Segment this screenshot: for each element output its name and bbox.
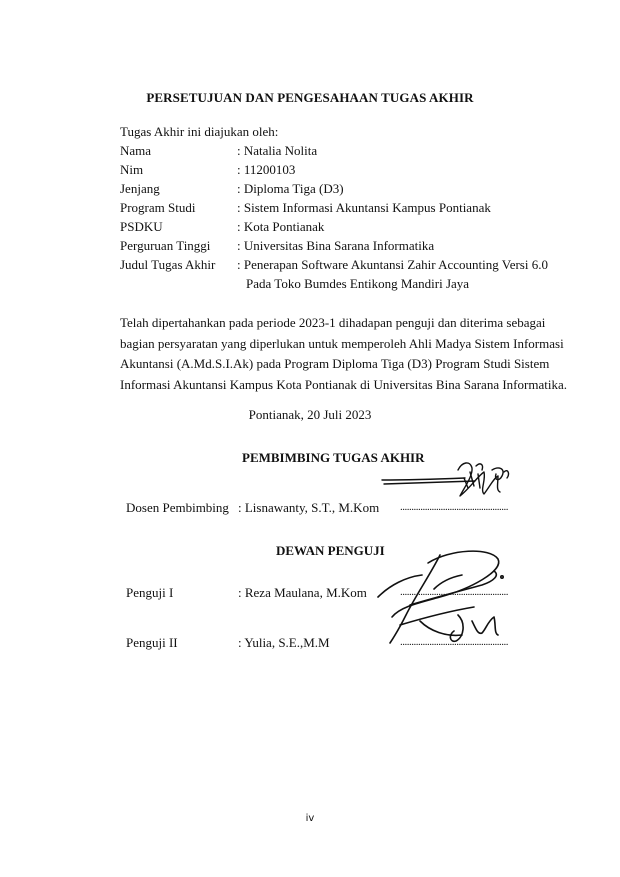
field-value-nim: : 11200103 — [237, 162, 296, 177]
supervisor-heading: PEMBIMBING TUGAS AKHIR — [242, 450, 425, 465]
examiner-2-label: Penguji II — [126, 635, 178, 650]
intro-text: Tugas Akhir ini diajukan oleh: — [120, 124, 279, 139]
paragraph-line: Telah dipertahankan pada periode 2023-1 dihadapan penguji dan diterima sebagai — [120, 315, 546, 330]
field-value-nama: : Natalia Nolita — [237, 143, 318, 158]
field-value-judul: : Penerapan Software Akuntansi Zahir Accounting Versi 6.0 — [237, 257, 548, 272]
examiner-1-signature-line: ................................................ — [400, 586, 508, 598]
paragraph-line: Akuntansi (A.Md.S.I.Ak) pada Program Diploma Tiga (D3) Program Studi Sistem — [120, 356, 550, 371]
examiner-2-signature-line: ................................................ — [400, 636, 508, 648]
paragraph-line: Informasi Akuntansi Kampus Kota Pontianak di Universitas Bina Sarana Informatika. — [120, 376, 567, 392]
page-number: iv — [305, 813, 315, 824]
field-value-judul-continuation: Pada Toko Bumdes Entikong Mandiri Jaya — [246, 276, 470, 291]
examiner-1-label: Penguji I — [126, 585, 174, 600]
place-date: Pontianak, 20 Juli 2023 — [248, 407, 372, 422]
field-label-judul: Judul Tugas Akhir — [120, 257, 216, 272]
document-title: PERSETUJUAN DAN PENGESAHAAN TUGAS AKHIR — [146, 90, 474, 105]
field-value-jenjang: : Diploma Tiga (D3) — [237, 181, 344, 196]
field-label-program-studi: Program Studi — [120, 200, 196, 215]
field-label-nama: Nama — [120, 143, 152, 158]
supervisor-label: Dosen Pembimbing — [126, 500, 229, 515]
field-label-perguruan-tinggi: Perguruan Tinggi — [120, 238, 211, 253]
field-value-psdku: : Kota Pontianak — [237, 219, 325, 234]
supervisor-signature — [380, 458, 520, 508]
examiner-1-name: : Reza Maulana, M.Kom — [238, 585, 367, 600]
board-heading: DEWAN PENGUJI — [276, 543, 385, 558]
field-label-psdku: PSDKU — [120, 219, 163, 234]
supervisor-name: : Lisnawanty, S.T., M.Kom — [238, 500, 380, 515]
field-label-nim: Nim — [120, 162, 144, 177]
field-label-jenjang: Jenjang — [120, 181, 160, 196]
field-value-perguruan-tinggi: : Universitas Bina Sarana Informatika — [237, 238, 435, 253]
approval-paragraph — [120, 313, 567, 395]
examiner-2-name: : Yulia, S.E.,M.M — [238, 635, 330, 650]
supervisor-signature-line: ................................................ — [400, 501, 508, 513]
field-value-program-studi: : Sistem Informasi Akuntansi Kampus Pontianak — [237, 200, 491, 215]
examiner-signature — [370, 545, 520, 655]
paragraph-line: bagian persyaratan yang diperlukan untuk memperoleh Ahli Madya Sistem Informasi — [120, 335, 564, 351]
